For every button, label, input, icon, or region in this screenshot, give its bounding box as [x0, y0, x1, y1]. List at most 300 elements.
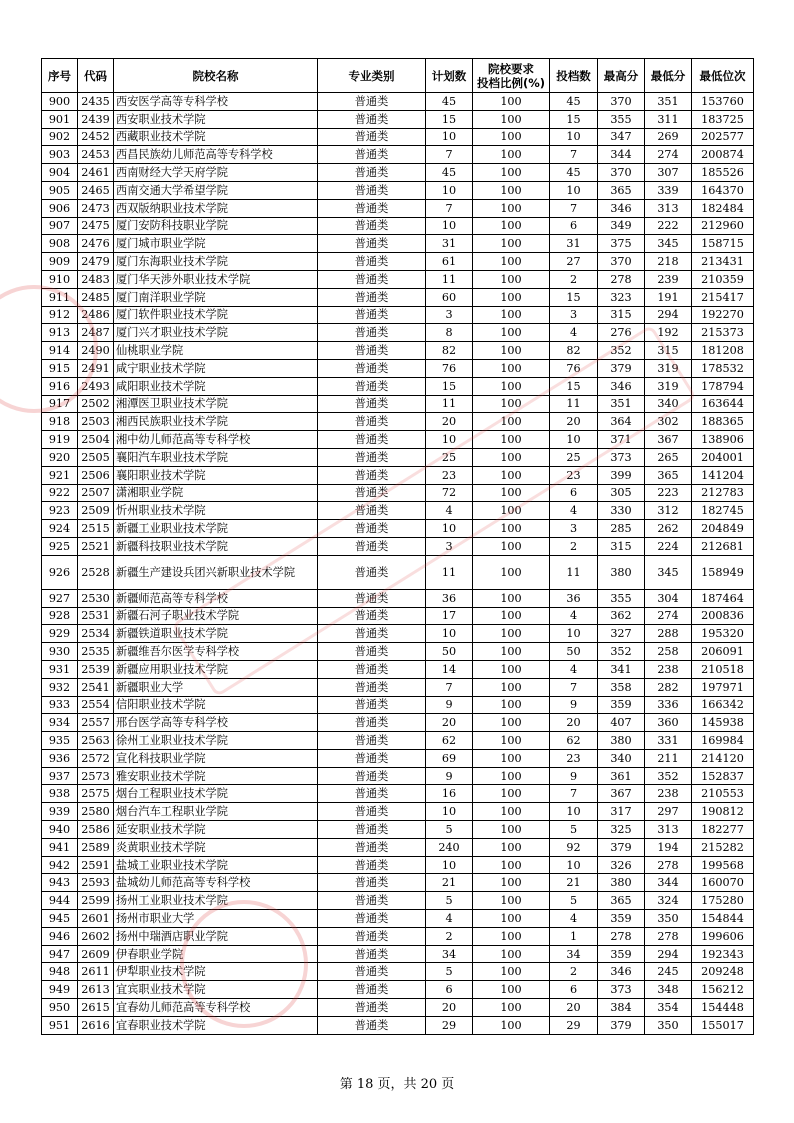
cell-ratio: 100: [473, 999, 550, 1017]
cell-max-score: 365: [598, 181, 645, 199]
cell-max-score: 352: [598, 342, 645, 360]
cell-filed-count: 45: [550, 164, 598, 182]
cell-seq: 939: [42, 803, 78, 821]
cell-max-score: 380: [598, 732, 645, 750]
cell-category: 普通类: [318, 732, 426, 750]
cell-filed-count: 34: [550, 945, 598, 963]
cell-ratio: 100: [473, 821, 550, 839]
cell-ratio: 100: [473, 874, 550, 892]
cell-ratio: 100: [473, 589, 550, 607]
cell-category: 普通类: [318, 253, 426, 271]
cell-filed-count: 10: [550, 625, 598, 643]
cell-filed-count: 1: [550, 927, 598, 945]
cell-ratio: 100: [473, 253, 550, 271]
cell-category: 普通类: [318, 1016, 426, 1034]
cell-filed-count: 23: [550, 749, 598, 767]
cell-filed-count: 5: [550, 892, 598, 910]
cell-filed-count: 4: [550, 502, 598, 520]
cell-plan-count: 11: [426, 555, 473, 589]
cell-school-name: 西安医学高等专科学校: [114, 93, 318, 111]
cell-ratio: 100: [473, 342, 550, 360]
cell-seq: 927: [42, 589, 78, 607]
cell-min-rank: 190812: [692, 803, 754, 821]
cell-min-score: 350: [645, 910, 692, 928]
cell-category: 普通类: [318, 502, 426, 520]
cell-max-score: 359: [598, 696, 645, 714]
cell-plan-count: 25: [426, 448, 473, 466]
cell-max-score: 344: [598, 146, 645, 164]
cell-filed-count: 6: [550, 217, 598, 235]
cell-plan-count: 7: [426, 146, 473, 164]
cell-ratio: 100: [473, 749, 550, 767]
cell-min-rank: 182745: [692, 502, 754, 520]
cell-ratio: 100: [473, 235, 550, 253]
cell-ratio: 100: [473, 306, 550, 324]
cell-category: 普通类: [318, 146, 426, 164]
table-row: [42, 643, 754, 661]
cell-min-score: 222: [645, 217, 692, 235]
cell-min-rank: 200836: [692, 607, 754, 625]
cell-min-rank: 160070: [692, 874, 754, 892]
cell-seq: 943: [42, 874, 78, 892]
cell-code: 2475: [78, 217, 114, 235]
cell-plan-count: 10: [426, 803, 473, 821]
cell-filed-count: 11: [550, 555, 598, 589]
cell-plan-count: 2: [426, 927, 473, 945]
cell-max-score: 323: [598, 288, 645, 306]
cell-school-name: 盐城幼儿师范高等专科学校: [114, 874, 318, 892]
cell-filed-count: 4: [550, 660, 598, 678]
cell-school-name: 厦门兴才职业技术学院: [114, 324, 318, 342]
cell-school-name: 厦门南洋职业学院: [114, 288, 318, 306]
cell-min-score: 365: [645, 466, 692, 484]
cell-min-rank: 215282: [692, 838, 754, 856]
table-row: [42, 1016, 754, 1034]
cell-max-score: 380: [598, 874, 645, 892]
cell-school-name: 厦门华天涉外职业技术学院: [114, 270, 318, 288]
cell-school-name: 扬州市职业大学: [114, 910, 318, 928]
cell-school-name: 仙桃职业学院: [114, 342, 318, 360]
cell-category: 普通类: [318, 785, 426, 803]
cell-max-score: 380: [598, 555, 645, 589]
cell-ratio: 100: [473, 324, 550, 342]
cell-seq: 949: [42, 981, 78, 999]
cell-category: 普通类: [318, 413, 426, 431]
cell-max-score: 399: [598, 466, 645, 484]
cell-category: 普通类: [318, 981, 426, 999]
cell-code: 2591: [78, 856, 114, 874]
table-row: [42, 395, 754, 413]
cell-plan-count: 9: [426, 696, 473, 714]
cell-seq: 940: [42, 821, 78, 839]
table-header-row: [42, 59, 754, 93]
header-ratio: [473, 59, 550, 93]
cell-code: 2609: [78, 945, 114, 963]
cell-max-score: 346: [598, 963, 645, 981]
cell-min-score: 307: [645, 164, 692, 182]
cell-min-rank: 153760: [692, 93, 754, 111]
cell-plan-count: 21: [426, 874, 473, 892]
cell-min-score: 360: [645, 714, 692, 732]
header-filed-count: 投档数: [550, 59, 598, 93]
cell-ratio: 100: [473, 537, 550, 555]
cell-ratio: 100: [473, 555, 550, 589]
cell-ratio: 100: [473, 164, 550, 182]
cell-seq: 922: [42, 484, 78, 502]
table-row: [42, 93, 754, 111]
cell-ratio: 100: [473, 484, 550, 502]
cell-code: 2572: [78, 749, 114, 767]
cell-min-rank: 215417: [692, 288, 754, 306]
cell-plan-count: 4: [426, 910, 473, 928]
cell-filed-count: 20: [550, 999, 598, 1017]
cell-ratio: 100: [473, 359, 550, 377]
cell-code: 2580: [78, 803, 114, 821]
cell-category: 普通类: [318, 199, 426, 217]
cell-school-name: 西昌民族幼儿师范高等专科学校: [114, 146, 318, 164]
cell-min-score: 238: [645, 785, 692, 803]
cell-min-rank: 200874: [692, 146, 754, 164]
cell-category: 普通类: [318, 93, 426, 111]
cell-plan-count: 60: [426, 288, 473, 306]
table-row: [42, 466, 754, 484]
cell-min-rank: 212681: [692, 537, 754, 555]
table-row: [42, 732, 754, 750]
cell-school-name: 西南财经大学天府学院: [114, 164, 318, 182]
cell-max-score: 285: [598, 520, 645, 538]
cell-filed-count: 7: [550, 146, 598, 164]
table-row: [42, 749, 754, 767]
cell-ratio: 100: [473, 502, 550, 520]
cell-filed-count: 15: [550, 288, 598, 306]
cell-min-rank: 158949: [692, 555, 754, 589]
cell-seq: 913: [42, 324, 78, 342]
cell-code: 2530: [78, 589, 114, 607]
cell-min-score: 354: [645, 999, 692, 1017]
cell-school-name: 湘中幼儿师范高等专科学校: [114, 431, 318, 449]
cell-school-name: 忻州职业技术学院: [114, 502, 318, 520]
table-row: [42, 838, 754, 856]
cell-min-score: 294: [645, 945, 692, 963]
cell-min-score: 262: [645, 520, 692, 538]
cell-min-score: 223: [645, 484, 692, 502]
table-row: [42, 235, 754, 253]
cell-plan-count: 31: [426, 235, 473, 253]
cell-filed-count: 6: [550, 484, 598, 502]
header-code: 代码: [78, 59, 114, 93]
cell-school-name: 厦门东海职业技术学院: [114, 253, 318, 271]
cell-category: 普通类: [318, 803, 426, 821]
cell-filed-count: 10: [550, 181, 598, 199]
admission-table: [41, 58, 754, 1035]
cell-max-score: 325: [598, 821, 645, 839]
cell-plan-count: 3: [426, 306, 473, 324]
cell-min-rank: 212960: [692, 217, 754, 235]
cell-min-rank: 215373: [692, 324, 754, 342]
table-row: [42, 431, 754, 449]
cell-min-score: 265: [645, 448, 692, 466]
cell-min-score: 311: [645, 110, 692, 128]
cell-min-score: 315: [645, 342, 692, 360]
cell-seq: 901: [42, 110, 78, 128]
cell-plan-count: 62: [426, 732, 473, 750]
cell-min-rank: 178794: [692, 377, 754, 395]
cell-plan-count: 29: [426, 1016, 473, 1034]
cell-plan-count: 20: [426, 999, 473, 1017]
cell-filed-count: 5: [550, 821, 598, 839]
cell-school-name: 新疆科技职业技术学院: [114, 537, 318, 555]
cell-min-rank: 199606: [692, 927, 754, 945]
cell-min-score: 313: [645, 199, 692, 217]
cell-min-rank: 197971: [692, 678, 754, 696]
cell-code: 2452: [78, 128, 114, 146]
table-row: [42, 484, 754, 502]
cell-min-rank: 178532: [692, 359, 754, 377]
cell-filed-count: 4: [550, 607, 598, 625]
cell-min-rank: 141204: [692, 466, 754, 484]
cell-category: 普通类: [318, 342, 426, 360]
cell-min-rank: 181208: [692, 342, 754, 360]
cell-filed-count: 20: [550, 714, 598, 732]
cell-seq: 908: [42, 235, 78, 253]
cell-category: 普通类: [318, 607, 426, 625]
cell-code: 2554: [78, 696, 114, 714]
cell-seq: 915: [42, 359, 78, 377]
table-row: [42, 945, 754, 963]
cell-seq: 911: [42, 288, 78, 306]
cell-min-rank: 152837: [692, 767, 754, 785]
cell-ratio: 100: [473, 395, 550, 413]
cell-max-score: 359: [598, 910, 645, 928]
cell-code: 2557: [78, 714, 114, 732]
cell-school-name: 新疆石河子职业技术学院: [114, 607, 318, 625]
cell-filed-count: 21: [550, 874, 598, 892]
cell-code: 2615: [78, 999, 114, 1017]
cell-category: 普通类: [318, 110, 426, 128]
cell-max-score: 367: [598, 785, 645, 803]
cell-filed-count: 25: [550, 448, 598, 466]
cell-school-name: 宣化科技职业学院: [114, 749, 318, 767]
cell-school-name: 新疆职业大学: [114, 678, 318, 696]
cell-category: 普通类: [318, 128, 426, 146]
cell-category: 普通类: [318, 999, 426, 1017]
cell-seq: 941: [42, 838, 78, 856]
cell-school-name: 烟台工程职业技术学院: [114, 785, 318, 803]
cell-school-name: 信阳职业技术学院: [114, 696, 318, 714]
cell-seq: 925: [42, 537, 78, 555]
cell-code: 2483: [78, 270, 114, 288]
cell-filed-count: 27: [550, 253, 598, 271]
cell-min-rank: 199568: [692, 856, 754, 874]
cell-min-rank: 154844: [692, 910, 754, 928]
cell-plan-count: 15: [426, 110, 473, 128]
table-row: [42, 306, 754, 324]
cell-school-name: 厦门软件职业技术学院: [114, 306, 318, 324]
cell-code: 2504: [78, 431, 114, 449]
cell-plan-count: 7: [426, 199, 473, 217]
cell-seq: 937: [42, 767, 78, 785]
cell-min-score: 245: [645, 963, 692, 981]
cell-plan-count: 10: [426, 856, 473, 874]
cell-min-score: 304: [645, 589, 692, 607]
cell-seq: 945: [42, 910, 78, 928]
cell-plan-count: 76: [426, 359, 473, 377]
cell-seq: 916: [42, 377, 78, 395]
cell-max-score: 330: [598, 502, 645, 520]
cell-seq: 907: [42, 217, 78, 235]
table-row: [42, 892, 754, 910]
cell-max-score: 371: [598, 431, 645, 449]
cell-filed-count: 2: [550, 537, 598, 555]
cell-school-name: 雅安职业技术学院: [114, 767, 318, 785]
cell-code: 2491: [78, 359, 114, 377]
cell-code: 2534: [78, 625, 114, 643]
cell-filed-count: 50: [550, 643, 598, 661]
cell-code: 2602: [78, 927, 114, 945]
cell-category: 普通类: [318, 643, 426, 661]
cell-filed-count: 36: [550, 589, 598, 607]
cell-plan-count: 23: [426, 466, 473, 484]
cell-min-score: 367: [645, 431, 692, 449]
cell-max-score: 346: [598, 199, 645, 217]
cell-code: 2506: [78, 466, 114, 484]
cell-min-score: 319: [645, 377, 692, 395]
cell-ratio: 100: [473, 110, 550, 128]
cell-ratio: 100: [473, 785, 550, 803]
cell-seq: 904: [42, 164, 78, 182]
cell-filed-count: 62: [550, 732, 598, 750]
cell-school-name: 襄阳汽车职业技术学院: [114, 448, 318, 466]
cell-category: 普通类: [318, 306, 426, 324]
cell-ratio: 100: [473, 93, 550, 111]
cell-seq: 935: [42, 732, 78, 750]
cell-category: 普通类: [318, 555, 426, 589]
cell-ratio: 100: [473, 1016, 550, 1034]
header-school-name: 院校名称: [114, 59, 318, 93]
cell-min-rank: 195320: [692, 625, 754, 643]
cell-school-name: 西安职业技术学院: [114, 110, 318, 128]
cell-plan-count: 3: [426, 537, 473, 555]
cell-plan-count: 5: [426, 821, 473, 839]
cell-min-score: 274: [645, 146, 692, 164]
cell-code: 2435: [78, 93, 114, 111]
cell-min-rank: 155017: [692, 1016, 754, 1034]
cell-school-name: 延安职业技术学院: [114, 821, 318, 839]
cell-ratio: 100: [473, 377, 550, 395]
cell-filed-count: 10: [550, 803, 598, 821]
cell-ratio: 100: [473, 413, 550, 431]
cell-min-rank: 210359: [692, 270, 754, 288]
cell-max-score: 352: [598, 643, 645, 661]
cell-category: 普通类: [318, 874, 426, 892]
cell-school-name: 盐城工业职业技术学院: [114, 856, 318, 874]
table-row: [42, 413, 754, 431]
cell-filed-count: 92: [550, 838, 598, 856]
cell-seq: 938: [42, 785, 78, 803]
cell-seq: 930: [42, 643, 78, 661]
table-row: [42, 856, 754, 874]
cell-school-name: 新疆维吾尔医学专科学校: [114, 643, 318, 661]
cell-seq: 950: [42, 999, 78, 1017]
cell-plan-count: 15: [426, 377, 473, 395]
cell-category: 普通类: [318, 625, 426, 643]
cell-filed-count: 10: [550, 431, 598, 449]
table-row: [42, 625, 754, 643]
cell-min-score: 324: [645, 892, 692, 910]
cell-seq: 919: [42, 431, 78, 449]
cell-filed-count: 10: [550, 128, 598, 146]
cell-code: 2613: [78, 981, 114, 999]
cell-ratio: 100: [473, 466, 550, 484]
cell-ratio: 100: [473, 963, 550, 981]
cell-seq: 934: [42, 714, 78, 732]
cell-seq: 933: [42, 696, 78, 714]
cell-min-rank: 192343: [692, 945, 754, 963]
cell-min-score: 278: [645, 927, 692, 945]
cell-ratio: 100: [473, 146, 550, 164]
cell-min-score: 313: [645, 821, 692, 839]
cell-min-score: 345: [645, 235, 692, 253]
cell-max-score: 379: [598, 359, 645, 377]
cell-min-rank: 202577: [692, 128, 754, 146]
cell-min-rank: 206091: [692, 643, 754, 661]
cell-min-score: 336: [645, 696, 692, 714]
cell-plan-count: 240: [426, 838, 473, 856]
cell-code: 2476: [78, 235, 114, 253]
cell-filed-count: 7: [550, 678, 598, 696]
cell-ratio: 100: [473, 945, 550, 963]
cell-min-rank: 204001: [692, 448, 754, 466]
cell-school-name: 潇湘职业学院: [114, 484, 318, 502]
cell-seq: 931: [42, 660, 78, 678]
cell-category: 普通类: [318, 324, 426, 342]
page-footer: 第 18 页，共 20 页: [339, 1077, 455, 1092]
cell-seq: 924: [42, 520, 78, 538]
cell-seq: 932: [42, 678, 78, 696]
cell-ratio: 100: [473, 643, 550, 661]
cell-max-score: 326: [598, 856, 645, 874]
cell-seq: 903: [42, 146, 78, 164]
cell-min-score: 194: [645, 838, 692, 856]
header-max-score: 最高分: [598, 59, 645, 93]
cell-code: 2473: [78, 199, 114, 217]
cell-category: 普通类: [318, 589, 426, 607]
cell-category: 普通类: [318, 359, 426, 377]
cell-min-rank: 158715: [692, 235, 754, 253]
cell-filed-count: 15: [550, 377, 598, 395]
cell-min-rank: 210553: [692, 785, 754, 803]
cell-min-score: 348: [645, 981, 692, 999]
cell-school-name: 宜宾职业技术学院: [114, 981, 318, 999]
cell-min-score: 297: [645, 803, 692, 821]
cell-category: 普通类: [318, 448, 426, 466]
cell-max-score: 346: [598, 377, 645, 395]
cell-ratio: 100: [473, 448, 550, 466]
cell-code: 2493: [78, 377, 114, 395]
cell-min-rank: 183725: [692, 110, 754, 128]
cell-plan-count: 72: [426, 484, 473, 502]
cell-min-score: 344: [645, 874, 692, 892]
cell-max-score: 375: [598, 235, 645, 253]
cell-max-score: 379: [598, 838, 645, 856]
cell-ratio: 100: [473, 607, 550, 625]
cell-min-score: 312: [645, 502, 692, 520]
cell-seq: 920: [42, 448, 78, 466]
cell-category: 普通类: [318, 927, 426, 945]
cell-seq: 918: [42, 413, 78, 431]
cell-code: 2541: [78, 678, 114, 696]
cell-plan-count: 50: [426, 643, 473, 661]
